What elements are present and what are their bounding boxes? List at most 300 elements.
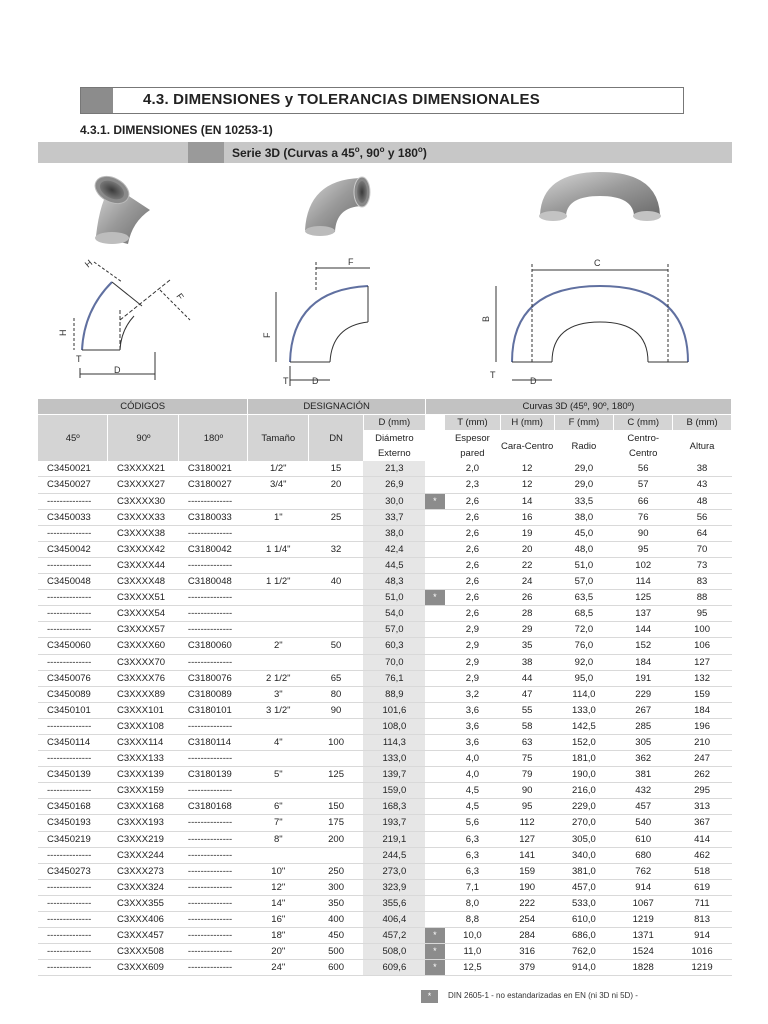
header-marker-col (425, 415, 444, 462)
cell-tam: 1 1/4" (248, 541, 309, 557)
dim-label-t-180: T (490, 370, 496, 380)
cell-d: 139,7 (363, 767, 425, 783)
cell-c: 1524 (614, 944, 673, 960)
cell-c: 914 (614, 879, 673, 895)
cell-h: 19 (500, 525, 554, 541)
cell-b: 70 (673, 541, 732, 557)
cell-c180: -------------- (179, 751, 248, 767)
header-b-mm: B (mm) (673, 415, 732, 431)
cell-h: 379 (500, 960, 554, 976)
elbow-45-drawing (74, 262, 190, 380)
cell-t: 2,9 (445, 622, 501, 638)
cell-tam (248, 847, 309, 863)
cell-mk (425, 912, 444, 928)
cell-c45: C3450027 (38, 477, 108, 493)
cell-h: 44 (500, 670, 554, 686)
cell-h: 24 (500, 574, 554, 590)
cell-t: 4,0 (445, 751, 501, 767)
cell-f: 33,5 (554, 493, 614, 509)
cell-mk (425, 477, 444, 493)
cell-f: 68,5 (554, 606, 614, 622)
cell-c90: C3XXX324 (108, 879, 179, 895)
cell-c: 285 (614, 718, 673, 734)
cell-c: 1067 (614, 895, 673, 911)
cell-c45: -------------- (38, 525, 108, 541)
header-180: 180º (179, 415, 248, 462)
cell-t: 3,6 (445, 702, 501, 718)
cell-mk: * (425, 928, 444, 944)
cell-c180: -------------- (179, 590, 248, 606)
cell-h: 75 (500, 751, 554, 767)
table-row (38, 606, 732, 622)
cell-c45: C3450048 (38, 574, 108, 590)
cell-h: 159 (500, 863, 554, 879)
cell-f: 38,0 (554, 509, 614, 525)
cell-b: 813 (673, 912, 732, 928)
cell-h: 38 (500, 654, 554, 670)
cell-c180: -------------- (179, 815, 248, 831)
cell-h: 79 (500, 767, 554, 783)
cell-tam: 24" (248, 960, 309, 976)
cell-c90: C3XXXX21 (108, 461, 179, 477)
cell-tam: 3" (248, 686, 309, 702)
cell-b: 159 (673, 686, 732, 702)
cell-h: 63 (500, 734, 554, 750)
cell-c180: -------------- (179, 622, 248, 638)
cell-b: 132 (673, 670, 732, 686)
cell-dn: 25 (309, 509, 364, 525)
cell-h: 316 (500, 944, 554, 960)
cell-c45: -------------- (38, 944, 108, 960)
table-row (38, 751, 732, 767)
cell-d: 168,3 (363, 799, 425, 815)
cell-mk (425, 734, 444, 750)
cell-c45: -------------- (38, 879, 108, 895)
cell-c45: C3450114 (38, 734, 108, 750)
header-f-mm: F (mm) (554, 415, 614, 431)
cell-mk (425, 638, 444, 654)
cell-c45: -------------- (38, 654, 108, 670)
cell-c45: -------------- (38, 590, 108, 606)
cell-dn (309, 751, 364, 767)
cell-mk (425, 622, 444, 638)
header-curvas: Curvas 3D (45º, 90º, 180º) (425, 399, 731, 415)
cell-dn: 500 (309, 944, 364, 960)
cell-c90: C3XXX244 (108, 847, 179, 863)
cell-h: 20 (500, 541, 554, 557)
cell-t: 2,6 (445, 541, 501, 557)
cell-c: 137 (614, 606, 673, 622)
table-row (38, 509, 732, 525)
table-row (38, 895, 732, 911)
cell-h: 141 (500, 847, 554, 863)
cell-f: 29,0 (554, 477, 614, 493)
cell-f: 152,0 (554, 734, 614, 750)
cell-dn (309, 606, 364, 622)
cell-t: 3,6 (445, 718, 501, 734)
cell-c180: C3180114 (179, 734, 248, 750)
dim-label-t-90: T (283, 376, 289, 386)
cell-b: 462 (673, 847, 732, 863)
cell-mk (425, 541, 444, 557)
table-row (38, 831, 732, 847)
cell-mk (425, 815, 444, 831)
cell-f: 270,0 (554, 815, 614, 831)
cell-c180: C3180076 (179, 670, 248, 686)
table-row (38, 622, 732, 638)
cell-f: 63,5 (554, 590, 614, 606)
cell-b: 73 (673, 557, 732, 573)
cell-mk (425, 751, 444, 767)
cell-f: 51,0 (554, 557, 614, 573)
cell-f: 181,0 (554, 751, 614, 767)
cell-tam: 1" (248, 509, 309, 525)
cell-c: 229 (614, 686, 673, 702)
cell-t: 11,0 (445, 944, 501, 960)
cell-c: 114 (614, 574, 673, 590)
dim-label-d-45: D (114, 365, 121, 375)
cell-f: 216,0 (554, 783, 614, 799)
cell-dn: 600 (309, 960, 364, 976)
dim-label-d-180: D (530, 376, 537, 386)
cell-c180: -------------- (179, 928, 248, 944)
cell-d: 60,3 (363, 638, 425, 654)
cell-tam: 18" (248, 928, 309, 944)
cell-c: 362 (614, 751, 673, 767)
cell-c: 57 (614, 477, 673, 493)
cell-c180: -------------- (179, 863, 248, 879)
cell-b: 295 (673, 783, 732, 799)
cell-c180: -------------- (179, 654, 248, 670)
cell-tam (248, 493, 309, 509)
table-row (38, 734, 732, 750)
cell-t: 2,6 (445, 590, 501, 606)
cell-mk (425, 831, 444, 847)
cell-mk (425, 461, 444, 477)
cell-f: 95,0 (554, 670, 614, 686)
cell-f: 57,0 (554, 574, 614, 590)
cell-h: 14 (500, 493, 554, 509)
cell-t: 2,6 (445, 606, 501, 622)
cell-mk (425, 895, 444, 911)
table-row (38, 638, 732, 654)
header-dn: DN (309, 415, 364, 462)
cell-c180: -------------- (179, 912, 248, 928)
table-row (38, 767, 732, 783)
cell-mk (425, 783, 444, 799)
table-row (38, 654, 732, 670)
cell-d: 609,6 (363, 960, 425, 976)
cell-dn (309, 783, 364, 799)
cell-c180: C3180101 (179, 702, 248, 718)
dim-label-h-left: H (58, 329, 68, 336)
cell-t: 12,5 (445, 960, 501, 976)
cell-c45: -------------- (38, 960, 108, 976)
cell-f: 686,0 (554, 928, 614, 944)
cell-c90: C3XXX159 (108, 783, 179, 799)
cell-c: 56 (614, 461, 673, 477)
cell-t: 4,5 (445, 783, 501, 799)
cell-f: 457,0 (554, 879, 614, 895)
cell-mk (425, 606, 444, 622)
table-row (38, 799, 732, 815)
header-d-mm: D (mm) (363, 415, 425, 431)
cell-c90: C3XXX193 (108, 815, 179, 831)
cell-t: 8,8 (445, 912, 501, 928)
cell-dn: 80 (309, 686, 364, 702)
cell-b: 711 (673, 895, 732, 911)
cell-b: 619 (673, 879, 732, 895)
cell-c: 457 (614, 799, 673, 815)
cell-b: 95 (673, 606, 732, 622)
cell-tam: 20" (248, 944, 309, 960)
cell-d: 273,0 (363, 863, 425, 879)
cell-c: 125 (614, 590, 673, 606)
cell-b: 367 (673, 815, 732, 831)
cell-h: 28 (500, 606, 554, 622)
cell-h: 47 (500, 686, 554, 702)
cell-c90: C3XXX609 (108, 960, 179, 976)
cell-tam: 2" (248, 638, 309, 654)
cell-c: 305 (614, 734, 673, 750)
dim-label-f-left: F (262, 332, 272, 338)
cell-d: 193,7 (363, 815, 425, 831)
cell-c180: -------------- (179, 525, 248, 541)
cell-c45: C3450021 (38, 461, 108, 477)
cell-c45: C3450219 (38, 831, 108, 847)
cell-tam (248, 590, 309, 606)
cell-b: 262 (673, 767, 732, 783)
cell-b: 43 (673, 477, 732, 493)
elbow-drawings (0, 0, 768, 400)
cell-c180: C3180033 (179, 509, 248, 525)
cell-f: 229,0 (554, 799, 614, 815)
cell-dn: 65 (309, 670, 364, 686)
table-row (38, 686, 732, 702)
elbow-90-drawing (276, 262, 370, 386)
cell-t: 5,6 (445, 815, 501, 831)
cell-h: 90 (500, 783, 554, 799)
header-h-mm: H (mm) (500, 415, 554, 431)
cell-c: 1219 (614, 912, 673, 928)
table-row (38, 590, 732, 606)
cell-b: 1016 (673, 944, 732, 960)
cell-mk (425, 767, 444, 783)
cell-d: 114,3 (363, 734, 425, 750)
cell-c45: -------------- (38, 622, 108, 638)
cell-t: 4,0 (445, 767, 501, 783)
table-body (38, 461, 732, 976)
legend-text: DIN 2605-1 - no estandarizadas en EN (ni 3D ni 5D) - (448, 991, 638, 1000)
cell-mk (425, 557, 444, 573)
cell-dn (309, 557, 364, 573)
cell-c90: C3XXX114 (108, 734, 179, 750)
cell-c90: C3XXXX60 (108, 638, 179, 654)
cell-d: 406,4 (363, 912, 425, 928)
table-row (38, 541, 732, 557)
cell-d: 76,1 (363, 670, 425, 686)
cell-c45: -------------- (38, 606, 108, 622)
cell-f: 72,0 (554, 622, 614, 638)
cell-tam (248, 622, 309, 638)
cell-c90: C3XXXX33 (108, 509, 179, 525)
cell-tam: 3/4" (248, 477, 309, 493)
cell-c90: C3XXXX30 (108, 493, 179, 509)
cell-c90: C3XXX219 (108, 831, 179, 847)
cell-c180: -------------- (179, 895, 248, 911)
cell-d: 70,0 (363, 654, 425, 670)
cell-b: 106 (673, 638, 732, 654)
cell-c: 540 (614, 815, 673, 831)
cell-c: 191 (614, 670, 673, 686)
cell-c90: C3XXX139 (108, 767, 179, 783)
cell-f: 533,0 (554, 895, 614, 911)
cell-tam: 1 1/2" (248, 574, 309, 590)
cell-c180: C3180042 (179, 541, 248, 557)
cell-t: 2,6 (445, 574, 501, 590)
cell-f: 133,0 (554, 702, 614, 718)
cell-d: 57,0 (363, 622, 425, 638)
cell-f: 48,0 (554, 541, 614, 557)
cell-dn: 40 (309, 574, 364, 590)
cell-tam: 4" (248, 734, 309, 750)
table-row (38, 670, 732, 686)
cell-c180: C3180021 (179, 461, 248, 477)
cell-b: 88 (673, 590, 732, 606)
cell-c90: C3XXX508 (108, 944, 179, 960)
cell-d: 133,0 (363, 751, 425, 767)
cell-tam (248, 557, 309, 573)
cell-c: 152 (614, 638, 673, 654)
table-row (38, 944, 732, 960)
cell-d: 108,0 (363, 718, 425, 734)
cell-c45: C3450168 (38, 799, 108, 815)
cell-h: 12 (500, 477, 554, 493)
cell-f: 340,0 (554, 847, 614, 863)
cell-d: 355,6 (363, 895, 425, 911)
cell-c180: C3180048 (179, 574, 248, 590)
cell-h: 16 (500, 509, 554, 525)
table-row (38, 702, 732, 718)
cell-c45: -------------- (38, 493, 108, 509)
dim-label-f-top: F (348, 257, 354, 267)
cell-t: 2,6 (445, 493, 501, 509)
cell-b: 914 (673, 928, 732, 944)
cell-tam: 12" (248, 879, 309, 895)
cell-c45: -------------- (38, 928, 108, 944)
cell-d: 51,0 (363, 590, 425, 606)
cell-f: 762,0 (554, 944, 614, 960)
cell-c180: -------------- (179, 847, 248, 863)
cell-mk (425, 509, 444, 525)
cell-tam: 7" (248, 815, 309, 831)
cell-tam: 5" (248, 767, 309, 783)
cell-t: 2,6 (445, 557, 501, 573)
cell-d: 101,6 (363, 702, 425, 718)
cell-c90: C3XXXX38 (108, 525, 179, 541)
cell-c90: C3XXX168 (108, 799, 179, 815)
cell-c: 90 (614, 525, 673, 541)
cell-c180: -------------- (179, 783, 248, 799)
cell-b: 56 (673, 509, 732, 525)
cell-f: 190,0 (554, 767, 614, 783)
cell-c45: -------------- (38, 847, 108, 863)
table-row (38, 912, 732, 928)
cell-dn: 400 (309, 912, 364, 928)
cell-c: 267 (614, 702, 673, 718)
cell-mk (425, 574, 444, 590)
table-row (38, 783, 732, 799)
cell-c180: -------------- (179, 606, 248, 622)
cell-c90: C3XXX133 (108, 751, 179, 767)
cell-c45: C3450076 (38, 670, 108, 686)
table-row (38, 879, 732, 895)
cell-f: 45,0 (554, 525, 614, 541)
table-row (38, 493, 732, 509)
cell-mk (425, 718, 444, 734)
cell-c180: C3180027 (179, 477, 248, 493)
cell-mk (425, 654, 444, 670)
cell-mk (425, 702, 444, 718)
table-row (38, 718, 732, 734)
cell-c90: C3XXXX48 (108, 574, 179, 590)
cell-c180: C3180089 (179, 686, 248, 702)
table-row (38, 863, 732, 879)
table-row (38, 574, 732, 590)
table-units-header-row (38, 415, 732, 431)
cell-tam: 16" (248, 912, 309, 928)
header-designacion: DESIGNACIÓN (248, 399, 425, 415)
cell-c45: C3450089 (38, 686, 108, 702)
cell-c180: -------------- (179, 831, 248, 847)
cell-c180: C3180060 (179, 638, 248, 654)
cell-dn (309, 493, 364, 509)
cell-b: 38 (673, 461, 732, 477)
cell-t: 2,6 (445, 525, 501, 541)
table-row (38, 960, 732, 976)
cell-d: 508,0 (363, 944, 425, 960)
cell-mk (425, 863, 444, 879)
cell-tam (248, 606, 309, 622)
cell-h: 35 (500, 638, 554, 654)
cell-h: 55 (500, 702, 554, 718)
cell-c: 381 (614, 767, 673, 783)
cell-t: 10,0 (445, 928, 501, 944)
cell-c45: C3450139 (38, 767, 108, 783)
cell-t: 2,6 (445, 509, 501, 525)
cell-c45: -------------- (38, 718, 108, 734)
cell-c90: C3XXX108 (108, 718, 179, 734)
cell-dn (309, 847, 364, 863)
cell-d: 42,4 (363, 541, 425, 557)
cell-d: 159,0 (363, 783, 425, 799)
cell-h: 254 (500, 912, 554, 928)
cell-t: 6,3 (445, 863, 501, 879)
cell-c90: C3XXXX76 (108, 670, 179, 686)
header-t-desc: Espesor pared (445, 431, 501, 462)
cell-dn: 350 (309, 895, 364, 911)
cell-c: 680 (614, 847, 673, 863)
header-45: 45º (38, 415, 108, 462)
cell-c180: -------------- (179, 879, 248, 895)
cell-c45: C3450273 (38, 863, 108, 879)
table-row (38, 928, 732, 944)
cell-c45: C3450101 (38, 702, 108, 718)
cell-dn (309, 654, 364, 670)
dim-label-c: C (594, 258, 601, 268)
header-codigos: CÓDIGOS (38, 399, 248, 415)
cell-dn (309, 622, 364, 638)
